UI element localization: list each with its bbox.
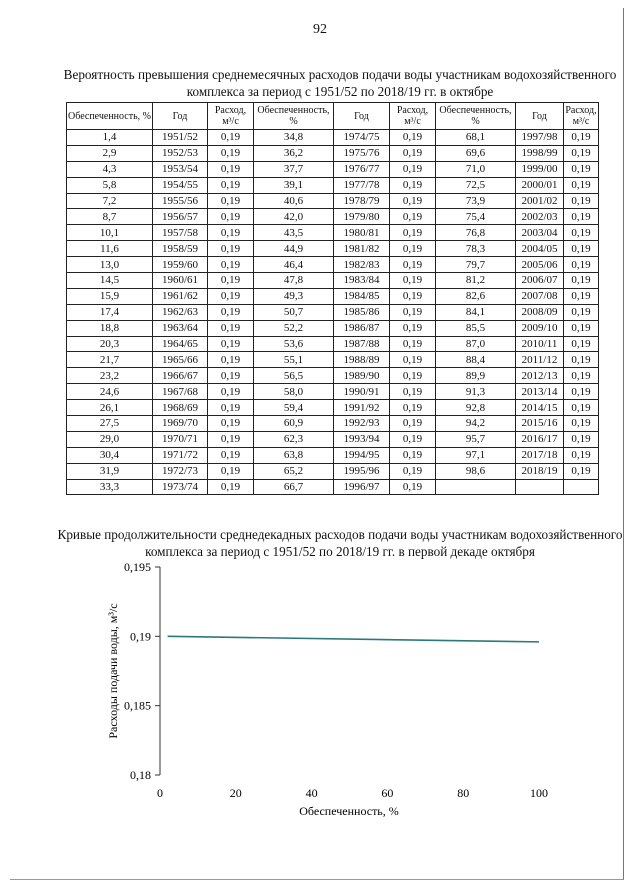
table-cell: 1957/58: [153, 225, 208, 241]
table-cell: 0,19: [208, 352, 254, 368]
table-cell: 0,19: [390, 384, 436, 400]
table-cell: 0,19: [208, 400, 254, 416]
table-cell: 27,5: [67, 416, 153, 432]
table-cell: 31,9: [67, 463, 153, 479]
table-cell: 0,19: [564, 273, 599, 289]
table-cell: 1961/62: [153, 288, 208, 304]
table-cell: 84,1: [436, 304, 516, 320]
table-cell: 1956/57: [153, 209, 208, 225]
table-cell: 49,3: [254, 288, 334, 304]
table-cell: 0,19: [208, 130, 254, 146]
table-cell: 4,3: [67, 161, 153, 177]
table-cell: 0,19: [208, 257, 254, 273]
table-cell: 1976/77: [334, 161, 390, 177]
table-cell: 1964/65: [153, 336, 208, 352]
y-tick-label: 0,195: [124, 560, 151, 574]
table-row: [67, 431, 599, 447]
table-row: [67, 145, 599, 161]
table-cell: 62,3: [254, 431, 334, 447]
table-cell: 0,19: [564, 447, 599, 463]
table-cell: 30,4: [67, 447, 153, 463]
table-cell: 1998/99: [516, 145, 564, 161]
table-header-cell: Год: [153, 103, 208, 130]
table-cell: 0,19: [564, 336, 599, 352]
table-cell: 0,19: [390, 463, 436, 479]
table-cell: 2018/19: [516, 463, 564, 479]
table-cell: 1986/87: [334, 320, 390, 336]
table-cell: 2015/16: [516, 416, 564, 432]
table-cell: 0,19: [208, 177, 254, 193]
table-cell: 68,1: [436, 130, 516, 146]
table-cell: 2009/10: [516, 320, 564, 336]
table-cell: 98,6: [436, 463, 516, 479]
table-cell: 1980/81: [334, 225, 390, 241]
table-cell: 0,19: [564, 130, 599, 146]
table-cell: 46,4: [254, 257, 334, 273]
table-cell: 53,6: [254, 336, 334, 352]
table-header-cell: Расход, м³/с: [208, 103, 254, 130]
table-cell: 1994/95: [334, 447, 390, 463]
table-cell: 0,19: [390, 273, 436, 289]
table-header-cell: Год: [334, 103, 390, 130]
table-header-cell: Год: [516, 103, 564, 130]
table-cell: 52,2: [254, 320, 334, 336]
table-row: [67, 320, 599, 336]
table-cell: 1966/67: [153, 368, 208, 384]
table-cell: 95,7: [436, 431, 516, 447]
table-row: [67, 193, 599, 209]
table-cell: 0,19: [208, 447, 254, 463]
x-tick-label: 40: [305, 786, 318, 800]
table-cell: 1,4: [67, 130, 153, 146]
table-cell: 7,2: [67, 193, 153, 209]
table-cell: 0,19: [564, 384, 599, 400]
probability-table: [66, 102, 599, 495]
table-cell: 2004/05: [516, 241, 564, 257]
table-cell: 0,19: [208, 145, 254, 161]
page-number: 92: [313, 22, 327, 37]
table-cell: 0,19: [390, 431, 436, 447]
table-cell: 2001/02: [516, 193, 564, 209]
table-cell: 1975/76: [334, 145, 390, 161]
table-row: [67, 273, 599, 289]
table-cell: 0,19: [564, 209, 599, 225]
table-cell: 1971/72: [153, 447, 208, 463]
table-cell: 0,19: [208, 431, 254, 447]
table-cell: 89,9: [436, 368, 516, 384]
table-cell: 0,19: [208, 368, 254, 384]
table-cell: 13,0: [67, 257, 153, 273]
table-cell: 1987/88: [334, 336, 390, 352]
table-cell: 2002/03: [516, 209, 564, 225]
table-cell: 2006/07: [516, 273, 564, 289]
table-row: [67, 352, 599, 368]
table-header-cell: Расход, м³/с: [390, 103, 436, 130]
table-cell: 0,19: [208, 320, 254, 336]
table-cell: 94,2: [436, 416, 516, 432]
table-cell: 0,19: [390, 257, 436, 273]
table-cell: 29,0: [67, 431, 153, 447]
table-cell: 56,5: [254, 368, 334, 384]
table-cell: 1992/93: [334, 416, 390, 432]
table-cell: 73,9: [436, 193, 516, 209]
table-header-cell: Расход, м³/с: [564, 103, 599, 130]
table-cell: 2010/11: [516, 336, 564, 352]
table-cell: 2016/17: [516, 431, 564, 447]
table-cell: 1999/00: [516, 161, 564, 177]
series-line: [168, 636, 539, 642]
table-cell: 0,19: [208, 241, 254, 257]
table-cell: 91,3: [436, 384, 516, 400]
x-tick-label: 0: [157, 786, 163, 800]
table-cell: 2007/08: [516, 288, 564, 304]
table-cell: 0,19: [564, 241, 599, 257]
table-cell: 1973/74: [153, 479, 208, 495]
table-cell: 75,4: [436, 209, 516, 225]
table-cell: 1969/70: [153, 416, 208, 432]
chart-title: Кривые продолжительности среднедекадных расходов подачи воды участникам водохозяйственного комплекса за период с 1951/52 по 2018/19 гг. в первой декаде октября: [57, 527, 623, 559]
table-cell: 0,19: [208, 209, 254, 225]
table-row: [67, 257, 599, 273]
table-row: [67, 368, 599, 384]
table-cell: 1972/73: [153, 463, 208, 479]
table-cell: 1984/85: [334, 288, 390, 304]
table-cell: 81,2: [436, 273, 516, 289]
table-cell: 0,19: [390, 400, 436, 416]
table-row: [67, 400, 599, 416]
table-cell: 0,19: [390, 225, 436, 241]
table-cell: 79,7: [436, 257, 516, 273]
table-cell: 59,4: [254, 400, 334, 416]
table-body: [67, 130, 599, 495]
duration-curve-chart: [0, 556, 640, 846]
table-cell: [516, 479, 564, 495]
table-cell: 2017/18: [516, 447, 564, 463]
table-cell: 1962/63: [153, 304, 208, 320]
table-cell: 0,19: [564, 177, 599, 193]
table-cell: 92,8: [436, 400, 516, 416]
table-row: [67, 463, 599, 479]
table-cell: 55,1: [254, 352, 334, 368]
table-cell: 1988/89: [334, 352, 390, 368]
table-cell: 1953/54: [153, 161, 208, 177]
table-cell: 43,5: [254, 225, 334, 241]
table-cell: 15,9: [67, 288, 153, 304]
table-cell: 1979/80: [334, 209, 390, 225]
table-cell: 87,0: [436, 336, 516, 352]
table-cell: 76,8: [436, 225, 516, 241]
table-cell: 24,6: [67, 384, 153, 400]
table-row: [67, 130, 599, 146]
table-cell: 1996/97: [334, 479, 390, 495]
table-cell: 2011/12: [516, 352, 564, 368]
table-cell: 1970/71: [153, 431, 208, 447]
table-cell: 1985/86: [334, 304, 390, 320]
table-cell: 1958/59: [153, 241, 208, 257]
table-cell: 5,8: [67, 177, 153, 193]
chart-series: [168, 636, 539, 642]
table-cell: 0,19: [564, 400, 599, 416]
table-row: [67, 225, 599, 241]
table-cell: 78,3: [436, 241, 516, 257]
table-cell: 0,19: [564, 161, 599, 177]
table-row: [67, 177, 599, 193]
y-tick-label: 0,18: [130, 768, 151, 782]
table-cell: 2013/14: [516, 384, 564, 400]
table-cell: 69,6: [436, 145, 516, 161]
table-cell: 65,2: [254, 463, 334, 479]
table-cell: 0,19: [208, 161, 254, 177]
table-cell: 1997/98: [516, 130, 564, 146]
table-cell: 1991/92: [334, 400, 390, 416]
table-cell: 47,8: [254, 273, 334, 289]
table-cell: 0,19: [208, 479, 254, 495]
table-cell: 0,19: [564, 416, 599, 432]
table-cell: 58,0: [254, 384, 334, 400]
table-cell: 0,19: [390, 304, 436, 320]
table-cell: 10,1: [67, 225, 153, 241]
table-row: [67, 447, 599, 463]
table-cell: 63,8: [254, 447, 334, 463]
table-cell: 0,19: [208, 193, 254, 209]
table-row: [67, 479, 599, 495]
table-row: [67, 304, 599, 320]
table-cell: [436, 479, 516, 495]
table-cell: 0,19: [390, 209, 436, 225]
table-cell: 8,7: [67, 209, 153, 225]
table-cell: 2005/06: [516, 257, 564, 273]
x-tick-label: 80: [457, 786, 470, 800]
table-cell: 1968/69: [153, 400, 208, 416]
table-cell: 0,19: [564, 320, 599, 336]
table-cell: 60,9: [254, 416, 334, 432]
table-header-cell: Обеспеченность, %: [67, 103, 153, 130]
table-cell: 1959/60: [153, 257, 208, 273]
table-row: [67, 161, 599, 177]
table-cell: 0,19: [390, 145, 436, 161]
table-header-row: [67, 103, 599, 130]
table-cell: 0,19: [390, 177, 436, 193]
table-cell: 0,19: [208, 463, 254, 479]
table-cell: 85,5: [436, 320, 516, 336]
table-container: [66, 102, 599, 495]
table-cell: 0,19: [208, 225, 254, 241]
table-title: Вероятность превышения среднемесячных расходов подачи воды участникам водохозяйственного комплекса за период с 1951/52 по 2018/19 гг. в октябре: [63, 67, 617, 99]
table-cell: 26,1: [67, 400, 153, 416]
table-cell: 1951/52: [153, 130, 208, 146]
table-cell: 0,19: [390, 130, 436, 146]
table-cell: 0,19: [564, 352, 599, 368]
table-cell: 2008/09: [516, 304, 564, 320]
table-cell: 36,2: [254, 145, 334, 161]
table-cell: 1965/66: [153, 352, 208, 368]
table-cell: 0,19: [390, 320, 436, 336]
table-cell: 0,19: [208, 288, 254, 304]
table-cell: 97,1: [436, 447, 516, 463]
table-cell: 0,19: [564, 288, 599, 304]
table-cell: 1990/91: [334, 384, 390, 400]
table-cell: 72,5: [436, 177, 516, 193]
table-cell: 39,1: [254, 177, 334, 193]
table-cell: 0,19: [564, 225, 599, 241]
table-header-cell: Обеспеченность, %: [254, 103, 334, 130]
table-cell: 1952/53: [153, 145, 208, 161]
y-tick-label: 0,19: [130, 629, 151, 644]
table-cell: 0,19: [390, 336, 436, 352]
table-cell: 1993/94: [334, 431, 390, 447]
table-row: [67, 416, 599, 432]
table-cell: 1977/78: [334, 177, 390, 193]
table-cell: 40,6: [254, 193, 334, 209]
table-cell: 1982/83: [334, 257, 390, 273]
table-cell: 88,4: [436, 352, 516, 368]
table-cell: 1981/82: [334, 241, 390, 257]
x-tick-label: 20: [229, 786, 242, 800]
table-row: [67, 336, 599, 352]
table-cell: 1967/68: [153, 384, 208, 400]
table-cell: 17,4: [67, 304, 153, 320]
table-cell: 82,6: [436, 288, 516, 304]
table-cell: 37,7: [254, 161, 334, 177]
table-cell: [564, 479, 599, 495]
table-cell: 0,19: [390, 416, 436, 432]
table-cell: 0,19: [208, 273, 254, 289]
table-cell: 71,0: [436, 161, 516, 177]
table-cell: 42,0: [254, 209, 334, 225]
table-cell: 1955/56: [153, 193, 208, 209]
table-cell: 34,8: [254, 130, 334, 146]
table-row: [67, 384, 599, 400]
table-cell: 1963/64: [153, 320, 208, 336]
table-cell: 21,7: [67, 352, 153, 368]
table-cell: 0,19: [390, 161, 436, 177]
table-cell: 50,7: [254, 304, 334, 320]
table-row: [67, 209, 599, 225]
x-tick-label: 100: [530, 786, 548, 800]
table-cell: 1989/90: [334, 368, 390, 384]
table-cell: 0,19: [564, 193, 599, 209]
table-cell: 44,9: [254, 241, 334, 257]
table-row: [67, 241, 599, 257]
table-cell: 14,5: [67, 273, 153, 289]
table-cell: 0,19: [564, 368, 599, 384]
table-cell: 11,6: [67, 241, 153, 257]
y-tick-label: 0,185: [124, 698, 151, 713]
table-cell: 0,19: [564, 304, 599, 320]
table-header-cell: Обеспеченность, %: [436, 103, 516, 130]
table-cell: 0,19: [564, 431, 599, 447]
chart-axes: [124, 560, 548, 800]
table-cell: 1983/84: [334, 273, 390, 289]
table-cell: 0,19: [390, 447, 436, 463]
table-cell: 1995/96: [334, 463, 390, 479]
table-cell: 1954/55: [153, 177, 208, 193]
table-cell: 20,3: [67, 336, 153, 352]
table-cell: 2,9: [67, 145, 153, 161]
table-cell: 1974/75: [334, 130, 390, 146]
table-cell: 2014/15: [516, 400, 564, 416]
table-cell: 0,19: [208, 416, 254, 432]
table-cell: 2000/01: [516, 177, 564, 193]
table-cell: 0,19: [390, 193, 436, 209]
table-cell: 0,19: [208, 384, 254, 400]
table-cell: 0,19: [564, 463, 599, 479]
table-cell: 2003/04: [516, 225, 564, 241]
x-tick-label: 60: [381, 786, 394, 800]
table-cell: 66,7: [254, 479, 334, 495]
table-cell: 23,2: [67, 368, 153, 384]
table-cell: 33,3: [67, 479, 153, 495]
table-cell: 1978/79: [334, 193, 390, 209]
table-cell: 0,19: [390, 288, 436, 304]
table-cell: 0,19: [564, 257, 599, 273]
table-cell: 0,19: [208, 336, 254, 352]
table-cell: 18,8: [67, 320, 153, 336]
table-cell: 0,19: [564, 145, 599, 161]
table-cell: 0,19: [390, 368, 436, 384]
table-cell: 0,19: [208, 304, 254, 320]
y-axis-label: Расходы подачи воды, м³/с: [106, 603, 120, 739]
table-cell: 0,19: [390, 352, 436, 368]
table-cell: 2012/13: [516, 368, 564, 384]
table-cell: 0,19: [390, 479, 436, 495]
table-cell: 1960/61: [153, 273, 208, 289]
x-axis-label: Обеспеченность, %: [299, 804, 399, 818]
table-cell: 0,19: [390, 241, 436, 257]
table-row: [67, 288, 599, 304]
